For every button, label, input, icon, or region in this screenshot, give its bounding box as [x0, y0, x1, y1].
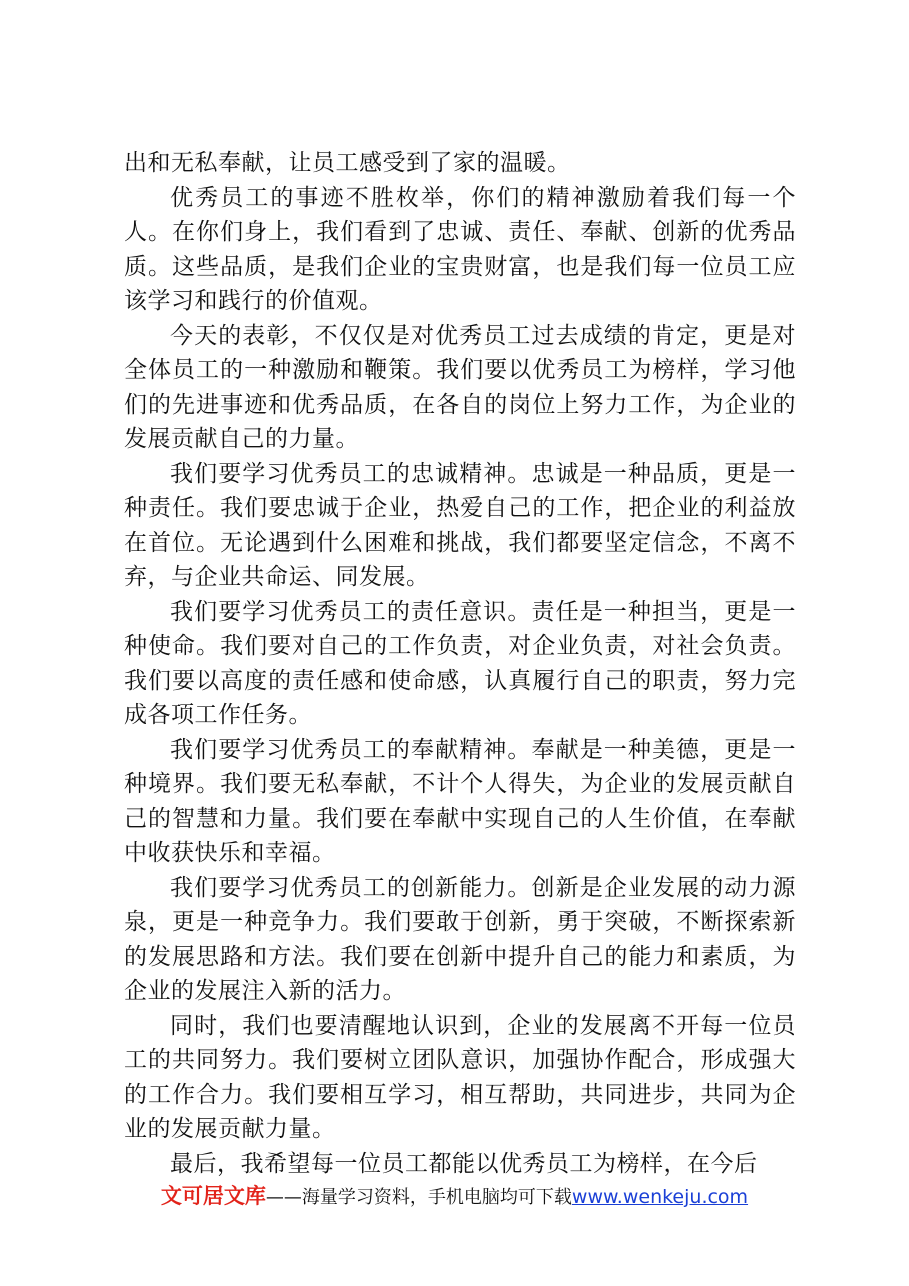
paragraph-9: 最后，我希望每一位员工都能以优秀员工为榜样，在今后 — [170, 1150, 758, 1177]
footer-banner — [0, 1180, 909, 1210]
paragraph-3: 今天的表彰，不仅仅是对优秀员工过去成绩的肯定，更是对全体员工的一种激励和鞭策。我们要以优秀员工为榜样，学习他们的先进事迹和优秀品质，在各自的岗位上努力工作，为企业的发展贡献自己的力量。 — [124, 322, 796, 452]
footer-brand: 文可居文库 — [160, 1184, 266, 1208]
paragraph-8: 同时，我们也要清醒地认识到，企业的发展离不开每一位员工的共同努力。我们要树立团队意识，加强协作配合，形成强大的工作合力。我们要相互学习，相互帮助，共同进步，共同为企业的发展贡献力量。 — [124, 1012, 796, 1142]
paragraph-4: 我们要学习优秀员工的忠诚精神。忠诚是一种品质，更是一种责任。我们要忠诚于企业，热爱自己的工作，把企业的利益放在首位。无论遇到什么困难和挑战，我们都要坚定信念，不离不弃，与企业共命运、同发展。 — [124, 460, 796, 590]
paragraph-5: 我们要学习优秀员工的责任意识。责任是一种担当，更是一种使命。我们要对自己的工作负责，对企业负责，对社会负责。我们要以高度的责任感和使命感，认真履行自己的职责，努力完成各项工作任务。 — [124, 598, 796, 728]
paragraph-6: 我们要学习优秀员工的奉献精神。奉献是一种美德，更是一种境界。我们要无私奉献，不计个人得失，为企业的发展贡献自己的智慧和力量。我们要在奉献中实现自己的人生价值，在奉献中收获快乐和幸福。 — [124, 736, 796, 866]
document-body — [124, 146, 796, 1181]
footer-tagline: ——海量学习资料，手机电脑均可下载 — [265, 1187, 572, 1208]
footer-site-link[interactable]: www.wenkeju.com — [571, 1186, 749, 1208]
paragraph-1: 出和无私奉献，让员工感受到了家的温暖。 — [124, 150, 571, 176]
paragraph-7: 我们要学习优秀员工的创新能力。创新是企业发展的动力源泉，更是一种竞争力。我们要敢于创新，勇于突破，不断探索新的发展思路和方法。我们要在创新中提升自己的能力和素质，为企业的发展注入新的活力。 — [124, 874, 796, 1004]
paragraph-2: 优秀员工的事迹不胜枚举，你们的精神激励着我们每一个人。在你们身上，我们看到了忠诚、责任、奉献、创新的优秀品质。这些品质，是我们企业的宝贵财富，也是我们每一位员工应该学习和践行的价值观。 — [124, 184, 796, 314]
